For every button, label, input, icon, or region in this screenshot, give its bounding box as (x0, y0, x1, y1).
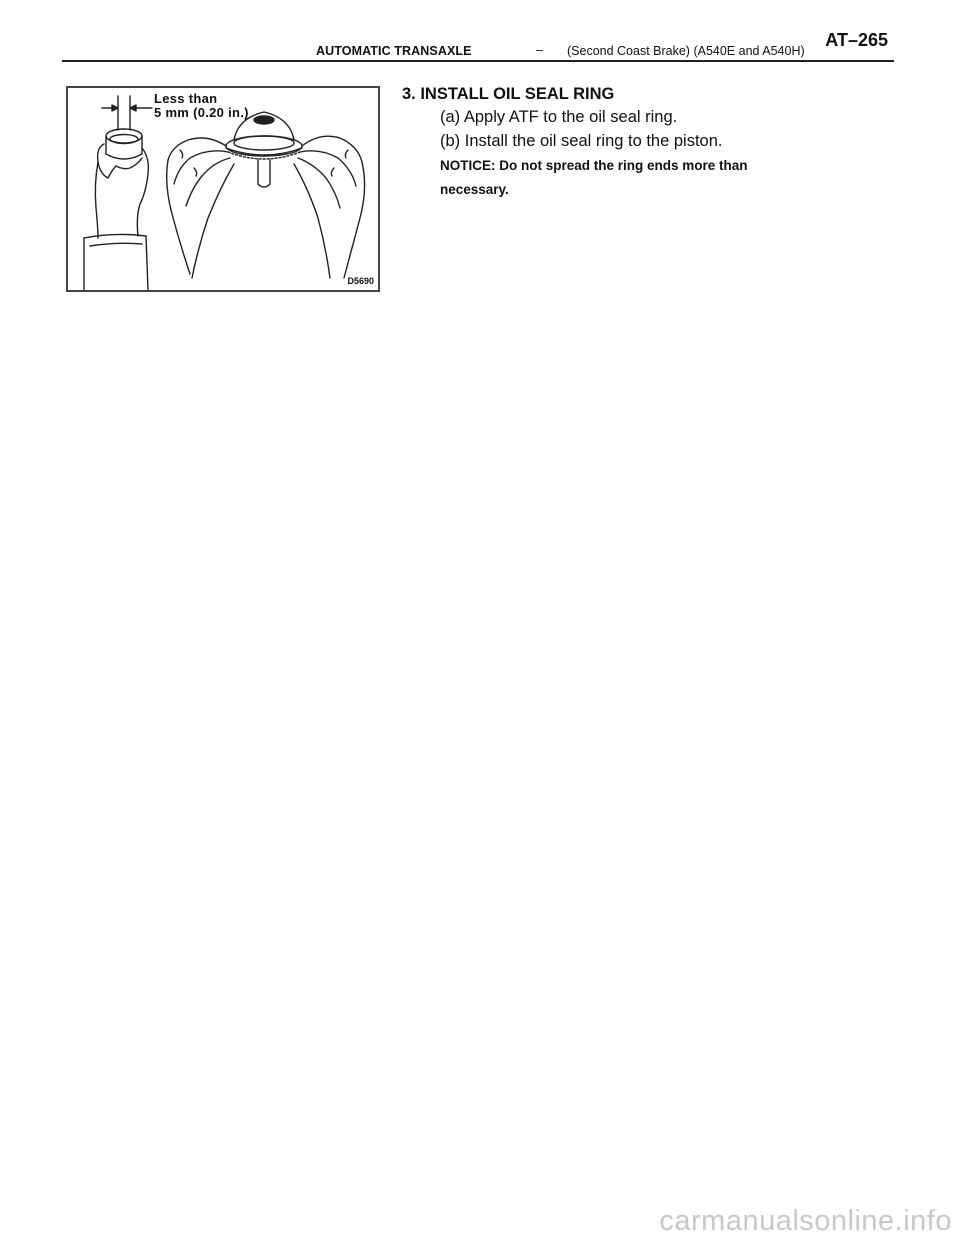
sub-step-a: (a) Apply ATF to the oil seal ring. (440, 108, 678, 126)
figure-label-dimension: 5 mm (0.20 in.) (154, 105, 249, 120)
page-header (62, 20, 894, 62)
figure-code: D5690 (347, 276, 374, 286)
page-number: AT–265 (825, 30, 888, 50)
header-section-title: AUTOMATIC TRANSAXLE (316, 44, 472, 58)
procedure-step (402, 84, 922, 202)
watermark: carmanualsonline.info (659, 1205, 952, 1237)
sub-step-b: (b) Install the oil seal ring to the piston. (440, 132, 723, 150)
notice-text: NOTICE: Do not spread the ring ends more than necessary. (440, 158, 748, 197)
header-subsection-title: (Second Coast Brake) (A540E and A540H) (567, 44, 805, 58)
step-title: 3. INSTALL OIL SEAL RING (402, 85, 615, 103)
figure-label-less-than: Less than (154, 91, 218, 106)
header-separator: – (536, 43, 543, 57)
oil-seal-ring-illustration (66, 86, 380, 292)
